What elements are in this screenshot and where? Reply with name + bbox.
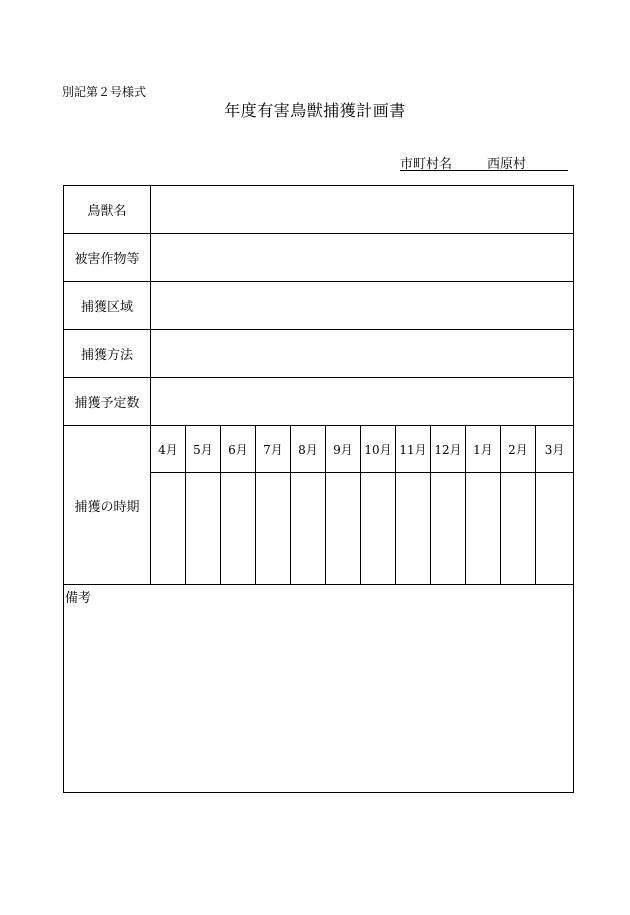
form-number: 別記第２号様式 — [62, 85, 147, 99]
month-entry-cell[interactable] — [256, 473, 291, 585]
capture-plan-table — [63, 185, 574, 793]
month-entry-cell[interactable] — [221, 473, 256, 585]
month-entry-cell[interactable] — [151, 473, 186, 585]
month-header: 3月 — [536, 426, 574, 473]
month-header: 1月 — [466, 426, 501, 473]
month-entry-cell[interactable] — [396, 473, 431, 585]
month-entry-cell[interactable] — [326, 473, 361, 585]
month-entry-cell[interactable] — [291, 473, 326, 585]
month-header: 8月 — [291, 426, 326, 473]
month-entry-cell[interactable] — [361, 473, 396, 585]
month-entry-cell[interactable] — [186, 473, 221, 585]
municipality-line — [400, 153, 568, 171]
municipality-label: 市町村名 — [400, 157, 453, 172]
month-entry-cell[interactable] — [501, 473, 536, 585]
capture-area-field[interactable] — [151, 282, 574, 330]
capture-period-label: 捕獲の時期 — [64, 426, 151, 585]
month-header: 5月 — [186, 426, 221, 473]
month-entry-cell[interactable] — [431, 473, 466, 585]
month-entry-cell[interactable] — [536, 473, 574, 585]
row-capture-area — [64, 282, 574, 330]
damaged-crops-field[interactable] — [151, 234, 574, 282]
month-entry-cell[interactable] — [466, 473, 501, 585]
capture-method-label: 捕獲方法 — [64, 330, 151, 378]
row-remarks — [64, 585, 574, 793]
row-planned-count — [64, 378, 574, 426]
species-label: 鳥獣名 — [64, 186, 151, 234]
row-capture-method — [64, 330, 574, 378]
month-header: 11月 — [396, 426, 431, 473]
capture-area-label: 捕獲区域 — [64, 282, 151, 330]
month-header: 7月 — [256, 426, 291, 473]
remarks-label: 備考 — [65, 591, 92, 606]
species-field[interactable] — [151, 186, 574, 234]
month-header: 6月 — [221, 426, 256, 473]
document-title: 年度有害鳥獣捕獲計画書 — [224, 101, 406, 120]
month-header: 12月 — [431, 426, 466, 473]
month-header: 2月 — [501, 426, 536, 473]
row-damaged-crops — [64, 234, 574, 282]
damaged-crops-label: 被害作物等 — [64, 234, 151, 282]
capture-method-field[interactable] — [151, 330, 574, 378]
month-header: 4月 — [151, 426, 186, 473]
row-months — [64, 426, 574, 473]
planned-count-field[interactable] — [151, 378, 574, 426]
municipality-value[interactable]: 西原村 — [487, 157, 527, 172]
month-header: 10月 — [361, 426, 396, 473]
planned-count-label: 捕獲予定数 — [64, 378, 151, 426]
month-header: 9月 — [326, 426, 361, 473]
remarks-field[interactable] — [64, 585, 574, 793]
row-species — [64, 186, 574, 234]
